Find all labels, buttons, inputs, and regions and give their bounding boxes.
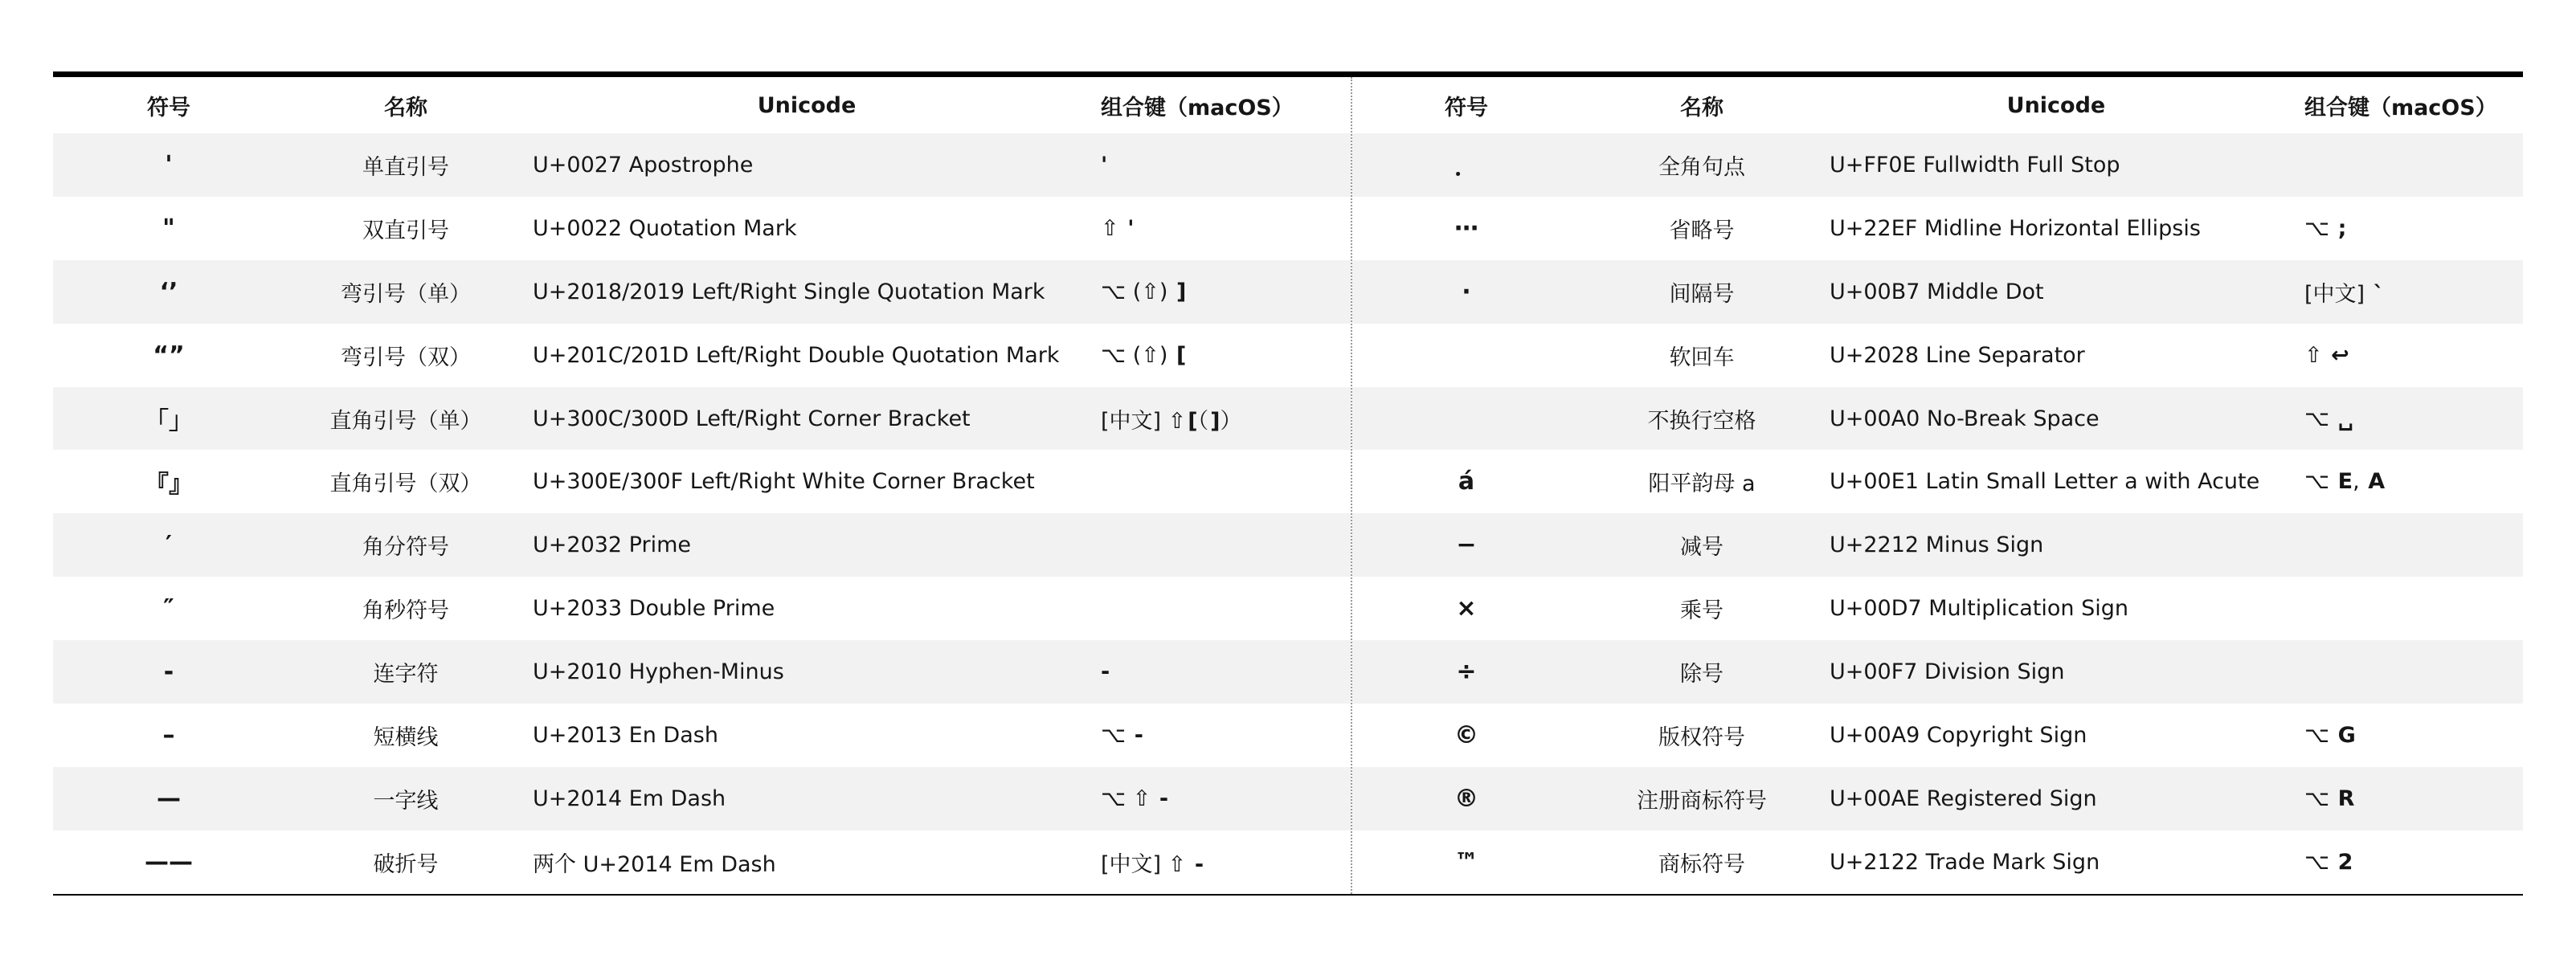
- unicode-cell: U+2032 Prime: [533, 533, 692, 558]
- table-row: [53, 324, 1351, 387]
- symbol-cell: 「」: [145, 407, 193, 435]
- table-header: [53, 77, 1351, 133]
- unicode-symbol-table: [53, 71, 2523, 896]
- key-combo-cell: [2304, 786, 2355, 811]
- symbol-cell: ⋯: [1454, 214, 1478, 243]
- name-cell: 减号: [1679, 535, 1723, 561]
- name-cell: 乘号: [1679, 598, 1723, 624]
- modifier-keys: ,: [2353, 469, 2367, 495]
- key-combo-cell: [1101, 723, 1143, 748]
- name-cell: 版权符号: [1658, 724, 1745, 750]
- name-cell: 不换行空格: [1647, 408, 1756, 434]
- key-glyph: -: [1194, 851, 1204, 877]
- key-glyph: G: [2337, 722, 2356, 748]
- table-right-half: [1351, 77, 2523, 894]
- key-combo-cell: [2304, 406, 2353, 431]
- name-cell: 软回车: [1669, 345, 1735, 370]
- table-row: [53, 513, 1351, 577]
- key-combo-cell: [1101, 403, 1243, 435]
- name-cell: 直角引号（单）: [329, 408, 482, 434]
- key-combo-cell: [1101, 659, 1110, 684]
- modifier-keys: [中文] ⇧: [1101, 851, 1193, 877]
- key-combo-cell: [2304, 216, 2347, 241]
- key-combo-cell: [2304, 343, 2349, 368]
- symbol-cell: ÷: [1456, 658, 1477, 687]
- name-cell: 角分符号: [362, 535, 449, 561]
- table-row: [1352, 324, 2523, 387]
- header-unicode: Unicode: [757, 92, 857, 118]
- table-row: [53, 704, 1351, 767]
- table-row: [1352, 640, 2523, 704]
- modifier-keys: （: [1197, 408, 1209, 434]
- key-glyph: -: [1159, 786, 1169, 811]
- name-cell: 注册商标符号: [1636, 788, 1767, 814]
- header-keys: 组合键（macOS）: [1101, 95, 1294, 120]
- modifier-keys: ⌥: [2304, 215, 2337, 241]
- unicode-cell: U+2010 Hyphen-Minus: [533, 659, 784, 685]
- table-left-half: [53, 77, 1351, 894]
- modifier-keys: ⌥: [2304, 849, 2337, 875]
- key-glyph: R: [2337, 786, 2355, 811]
- unicode-cell: U+00A9 Copyright Sign: [1829, 722, 2087, 748]
- modifier-keys: ⌥ ⇧: [1101, 786, 1158, 811]
- unicode-cell: U+300C/300D Left/Right Corner Bracket: [533, 406, 971, 431]
- key-combo-cell: [1101, 216, 1135, 241]
- table-header: [1352, 77, 2523, 133]
- key-combo-cell: [1101, 153, 1107, 178]
- key-combo-cell: [1101, 847, 1204, 878]
- modifier-keys: ⌥ (⇧): [1101, 279, 1175, 304]
- unicode-cell: U+00B7 Middle Dot: [1829, 279, 2044, 304]
- name-cell: 单直引号: [362, 154, 449, 180]
- table-row: [1352, 450, 2523, 513]
- unicode-cell: U+00F7 Division Sign: [1829, 659, 2065, 685]
- table-row: [1352, 577, 2523, 640]
- unicode-cell: U+0022 Quotation Mark: [533, 215, 797, 241]
- table-row: [53, 450, 1351, 513]
- modifier-keys: ⌥: [2304, 469, 2337, 495]
- symbol-cell: ©: [1454, 720, 1478, 749]
- header-keys: 组合键（macOS）: [2304, 95, 2497, 120]
- symbol-cell: –: [162, 720, 175, 749]
- key-glyph: ]: [1210, 408, 1221, 434]
- header-unicode: Unicode: [2006, 92, 2106, 118]
- unicode-cell: U+0027 Apostrophe: [533, 152, 754, 178]
- unicode-cell: U+00D7 Multiplication Sign: [1829, 596, 2128, 622]
- symbol-cell: ™: [1454, 847, 1478, 876]
- symbol-cell: 『』: [145, 470, 193, 499]
- unicode-cell: U+FF0E Fullwidth Full Stop: [1829, 152, 2120, 178]
- table-row: [53, 640, 1351, 704]
- table-row: [1352, 513, 2523, 577]
- unicode-cell: 两个 U+2014 Em Dash: [533, 851, 776, 877]
- table-row: [1352, 260, 2523, 324]
- name-cell: 一字线: [373, 788, 439, 814]
- unicode-cell: U+2018/2019 Left/Right Single Quotation Mark: [533, 279, 1045, 304]
- modifier-keys: [中文] ⇧: [1101, 408, 1187, 434]
- symbol-cell: ®: [1454, 784, 1478, 813]
- symbol-cell: ': [165, 150, 173, 179]
- unicode-cell: U+300E/300F Left/Right White Corner Bracket: [533, 469, 1035, 495]
- unicode-cell: U+2013 En Dash: [533, 722, 718, 748]
- header-name: 名称: [1679, 95, 1723, 120]
- table-row: [53, 767, 1351, 830]
- table-row: [53, 197, 1351, 260]
- key-combo-cell: [2304, 850, 2353, 875]
- table-row: [53, 260, 1351, 324]
- key-combo-cell: [1101, 343, 1186, 368]
- key-glyph: A: [2368, 469, 2386, 495]
- key-glyph: [: [1188, 408, 1198, 434]
- modifier-keys: ⌥ (⇧): [1101, 342, 1175, 368]
- symbol-cell: ．: [1454, 153, 1478, 182]
- name-cell: 连字符: [373, 662, 439, 688]
- name-cell: 短横线: [373, 724, 439, 750]
- unicode-cell: U+22EF Midline Horizontal Ellipsis: [1829, 215, 2201, 241]
- modifier-keys: ⌥: [2304, 406, 2337, 431]
- unicode-cell: U+00A0 No-Break Space: [1829, 406, 2100, 431]
- key-glyph: ': [1127, 215, 1135, 241]
- unicode-cell: U+2122 Trade Mark Sign: [1829, 849, 2100, 875]
- modifier-keys: ）: [1220, 408, 1242, 434]
- modifier-keys: ⌥: [2304, 786, 2337, 811]
- name-cell: 间隔号: [1669, 281, 1735, 307]
- symbol-cell: ": [162, 214, 175, 243]
- modifier-keys: [中文]: [2304, 281, 2372, 307]
- table-row: [1352, 830, 2523, 894]
- table-row: [1352, 704, 2523, 767]
- name-cell: 阳平韵母 a: [1648, 471, 1756, 497]
- symbol-cell: á: [1458, 467, 1475, 496]
- key-combo-cell: [2304, 723, 2356, 748]
- table-row: [1352, 197, 2523, 260]
- header-name: 名称: [384, 95, 427, 120]
- table-row: [53, 387, 1351, 451]
- name-cell: 角秒符号: [362, 598, 449, 624]
- key-glyph: ]: [1176, 279, 1187, 304]
- modifier-keys: ⌥: [2304, 722, 2337, 748]
- table-row: [1352, 767, 2523, 830]
- modifier-keys: ⌥: [1101, 722, 1133, 748]
- symbol-cell: ‘’: [159, 277, 178, 306]
- symbol-cell: ·: [1462, 277, 1471, 306]
- table-row: [53, 577, 1351, 640]
- symbol-cell: -: [163, 658, 174, 687]
- name-cell: 直角引号（双）: [329, 471, 482, 497]
- key-glyph: 2: [2337, 849, 2353, 875]
- table-row: [53, 830, 1351, 894]
- key-glyph: -: [1101, 659, 1110, 685]
- key-glyph: [: [1176, 342, 1187, 368]
- name-cell: 弯引号（单）: [341, 281, 471, 307]
- name-cell: 全角句点: [1658, 154, 1745, 180]
- table-row: [1352, 133, 2523, 197]
- name-cell: 双直引号: [362, 218, 449, 243]
- table-row: [1352, 387, 2523, 451]
- unicode-cell: U+2212 Minus Sign: [1829, 533, 2044, 558]
- name-cell: 破折号: [373, 851, 439, 877]
- symbol-cell: “”: [153, 341, 185, 369]
- header-symbol: 符号: [1444, 95, 1488, 120]
- key-glyph: `: [2373, 281, 2385, 307]
- symbol-cell: −: [1456, 531, 1477, 560]
- table-row: [53, 133, 1351, 197]
- name-cell: 除号: [1679, 662, 1723, 688]
- symbol-cell: —: [157, 784, 181, 813]
- unicode-cell: U+2033 Double Prime: [533, 596, 775, 622]
- key-combo-cell: [2304, 276, 2384, 308]
- symbol-cell: ×: [1456, 594, 1477, 623]
- unicode-cell: U+00E1 Latin Small Letter a with Acute: [1829, 469, 2260, 495]
- unicode-cell: U+201C/201D Left/Right Double Quotation Mark: [533, 342, 1060, 368]
- unicode-cell: U+00AE Registered Sign: [1829, 786, 2097, 811]
- symbol-cell: ″: [163, 594, 174, 623]
- key-glyph: E: [2337, 469, 2353, 495]
- symbol-cell: ′: [166, 531, 172, 560]
- key-combo-cell: [1101, 786, 1168, 811]
- name-cell: 商标符号: [1658, 851, 1745, 877]
- name-cell: 省略号: [1669, 218, 1735, 243]
- modifier-keys: ⇧: [1101, 215, 1126, 241]
- key-glyph: ↩: [2331, 342, 2349, 368]
- key-glyph: ␣: [2337, 406, 2353, 431]
- header-symbol: 符号: [147, 95, 190, 120]
- key-combo-cell: [2304, 469, 2385, 494]
- key-glyph: ': [1101, 152, 1108, 178]
- unicode-cell: U+2014 Em Dash: [533, 786, 726, 811]
- modifier-keys: ⇧: [2304, 342, 2330, 368]
- unicode-cell: U+2028 Line Separator: [1829, 342, 2085, 368]
- key-glyph: -: [1134, 722, 1143, 748]
- key-combo-cell: [1101, 280, 1186, 304]
- key-glyph: ;: [2337, 215, 2347, 241]
- name-cell: 弯引号（双）: [341, 345, 471, 370]
- symbol-cell: ——: [145, 847, 193, 876]
